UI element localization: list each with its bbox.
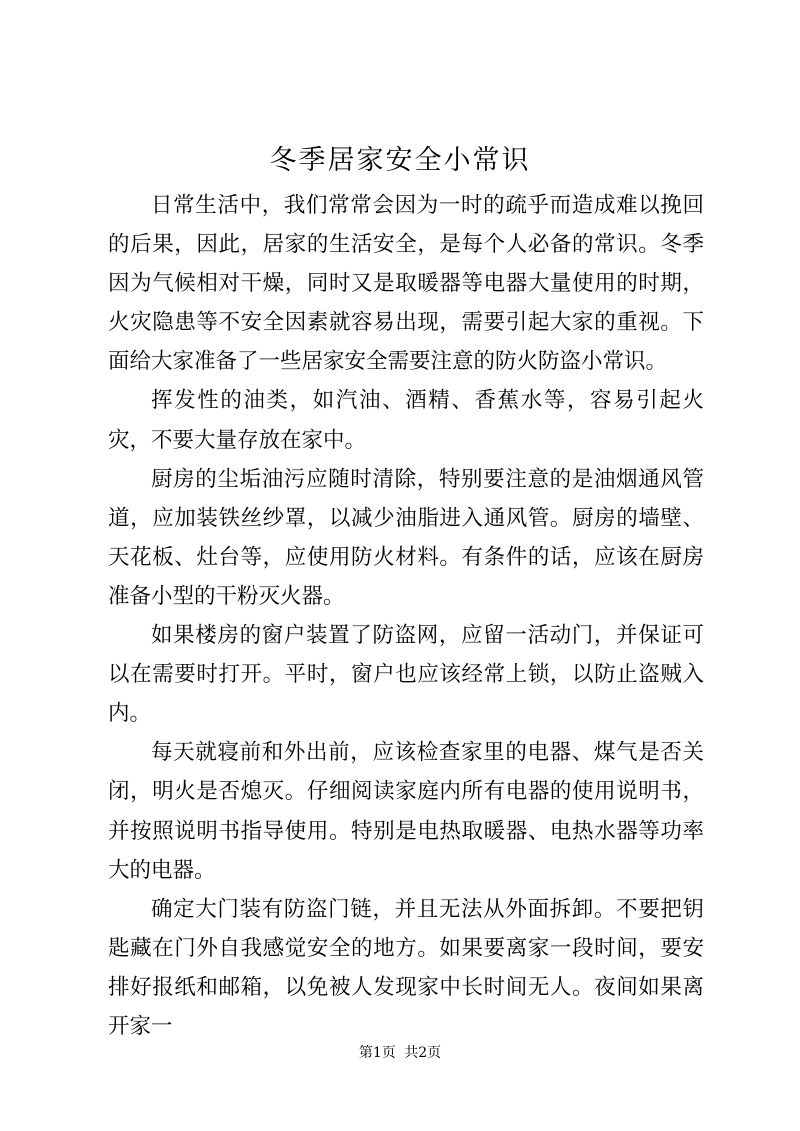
page-title: 冬季居家安全小常识: [269, 145, 531, 176]
paragraph-volatile-oils: 挥发性的油类，如汽油、酒精、香蕉水等，容易引起火灾，不要大量存放在家中。: [108, 388, 704, 453]
paragraph-door: 确定大门装有防盗门链，并且无法从外面拆卸。不要把钥匙藏在门外自我感觉安全的地方。如果要离家一段时间，要安排好报纸和邮箱，以免被人发现家中长时间无人。夜间如果离开家一: [108, 896, 704, 1039]
paragraph-intro: 日常生活中，我们常常会因为一时的疏乎而造成难以挽回的后果，因此，居家的生活安全，是每个人必备的常识。冬季因为气候相对干燥，同时又是取暖器等电器大量使用的时期，火灾隐患等不安全因素就容易出现，需要引起大家的重视。下面给大家准备了一些居家安全需要注意的防火防盗小常识。: [108, 193, 704, 375]
paragraph-appliances: 每天就寝前和外出前，应该检查家里的电器、煤气是否关闭，明火是否熄灭。仔细阅读家庭内所有电器的使用说明书，并按照说明书指导使用。特别是电热取暖器、电热水器等功率大的电器。: [108, 740, 704, 883]
paragraph-kitchen: 厨房的尘垢油污应随时清除，特别要注意的是油烟通风管道，应加装铁丝纱罩，以减少油脂进入通风管。厨房的墙壁、天花板、灶台等，应使用防火材料。有条件的话，应该在厨房准备小型的干粉灭火器。: [108, 466, 704, 609]
page-footer: 第1页 共2页: [358, 1045, 442, 1061]
paragraph-windows: 如果楼房的窗户装置了防盗网，应留一活动门，并保证可以在需要时打开。平时，窗户也应该经常上锁，以防止盗贼入内。: [108, 623, 704, 727]
document-body: [108, 186, 704, 1046]
